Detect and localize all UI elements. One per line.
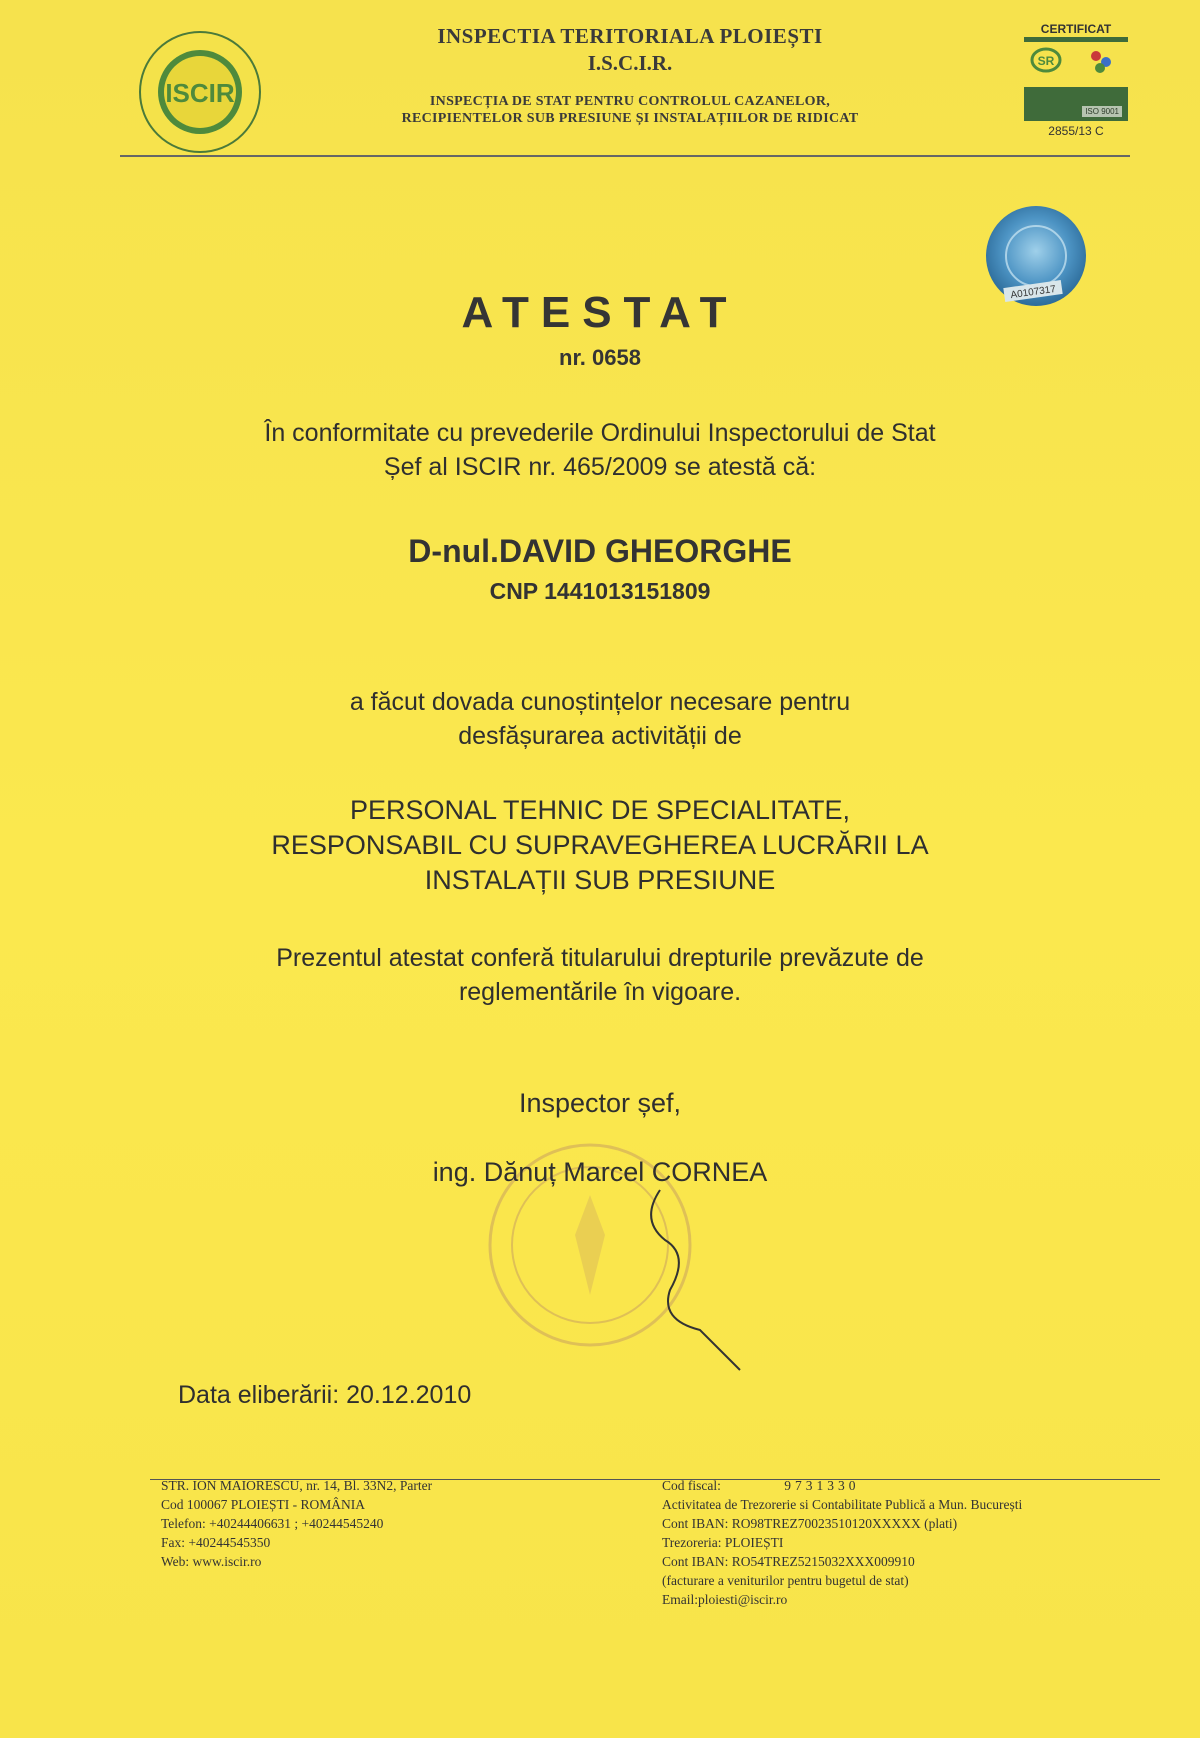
header-divider xyxy=(120,155,1130,157)
fiscal-row xyxy=(662,1476,1182,1495)
proof-line-2: desfășurarea activității de xyxy=(458,722,742,750)
rights-paragraph xyxy=(0,941,1200,1009)
holder-name: D-nul.DAVID GHEORGHE xyxy=(408,533,792,569)
intro-paragraph xyxy=(0,416,1200,484)
holder-cnp: CNP 1441013151809 xyxy=(489,578,711,604)
role-line-2: RESPONSABIL CU SUPRAVEGHEREA LUCRĂRII LA xyxy=(271,830,929,860)
treasury-location: Trezoreria: PLOIEȘTI xyxy=(662,1535,784,1550)
cert-marks-icon xyxy=(1024,42,1128,78)
issue-date: Data eliberării: 20.12.2010 xyxy=(178,1381,472,1409)
proof-paragraph xyxy=(0,685,1200,753)
footer-postal: Cod 100067 PLOIEȘTI - ROMÂNIA xyxy=(161,1497,365,1512)
footer-phone: Telefon: +40244406631 ; +40244545240 xyxy=(161,1516,384,1531)
footer-web: Web: www.iscir.ro xyxy=(161,1554,262,1569)
header-title xyxy=(330,24,930,127)
document-title: ATESTAT xyxy=(461,288,739,337)
svg-text:SR: SR xyxy=(1037,54,1055,68)
certification-badge xyxy=(1024,22,1128,140)
rights-line-1: Prezentul atestat conferă titularului drepturile prevăzute de xyxy=(276,944,924,972)
header-line-1: INSPECTIA TERITORIALA PLOIEȘTI xyxy=(437,24,823,48)
footer-contact xyxy=(161,1476,581,1571)
treasury-activity: Activitatea de Trezorerie si Contabilitate Publică a Mun. București xyxy=(662,1497,1023,1512)
header-line-2: I.S.C.I.R. xyxy=(587,51,673,75)
billing-note: (facturare a veniturilor pentru bugetul de stat) xyxy=(662,1573,909,1588)
rights-line-2: reglementările în vigoare. xyxy=(458,978,742,1006)
intro-line-1: În conformitate cu prevederile Ordinului Inspectorului de Stat xyxy=(264,419,936,447)
proof-line-1: a făcut dovada cunoștințelor necesare pentru xyxy=(349,688,851,716)
role-line-3: INSTALAȚII SUB PRESIUNE xyxy=(424,865,776,895)
cert-number: 2855/13 C xyxy=(1048,124,1104,138)
header-line-4: RECIPIENTELOR SUB PRESIUNE ȘI INSTALAȚIILOR DE RIDICAT xyxy=(401,111,859,126)
role-line-1: PERSONAL TEHNIC DE SPECIALITATE, xyxy=(349,795,851,825)
signer-title: Inspector șef, xyxy=(518,1088,682,1118)
footer-fax: Fax: +40244545350 xyxy=(161,1535,271,1550)
document-number: nr. 0658 xyxy=(559,345,641,370)
signature xyxy=(630,1180,780,1380)
iso-label: ISO 9001 xyxy=(1082,106,1122,117)
footer-email: Email:ploiesti@iscir.ro xyxy=(662,1592,788,1607)
fiscal-label: Cod fiscal: xyxy=(662,1478,721,1493)
svg-text:ISCIR: ISCIR xyxy=(165,78,235,108)
role-title xyxy=(0,793,1200,898)
iban-payments: Cont IBAN: RO98TREZ70023510120XXXXX (plati) xyxy=(662,1516,958,1531)
intro-line-2: Șef al ISCIR nr. 465/2009 se atestă că: xyxy=(383,453,817,481)
iso-badge xyxy=(1024,87,1128,121)
header-line-3: INSPECȚIA DE STAT PENTRU CONTROLUL CAZANELOR, xyxy=(429,94,831,109)
iban-billing: Cont IBAN: RO54TREZ5215032XXX009910 xyxy=(662,1554,915,1569)
hologram-code: A0107317 xyxy=(1009,283,1057,302)
cert-label: CERTIFICAT xyxy=(1040,22,1112,36)
footer-address: STR. ION MAIORESCU, nr. 14, Bl. 33N2, Parter xyxy=(161,1478,433,1493)
footer-fiscal xyxy=(662,1476,1182,1609)
iscir-logo xyxy=(138,30,262,154)
signer-name: ing. Dănuț Marcel CORNEA xyxy=(432,1157,768,1187)
fiscal-value: 9731330 xyxy=(784,1478,860,1493)
